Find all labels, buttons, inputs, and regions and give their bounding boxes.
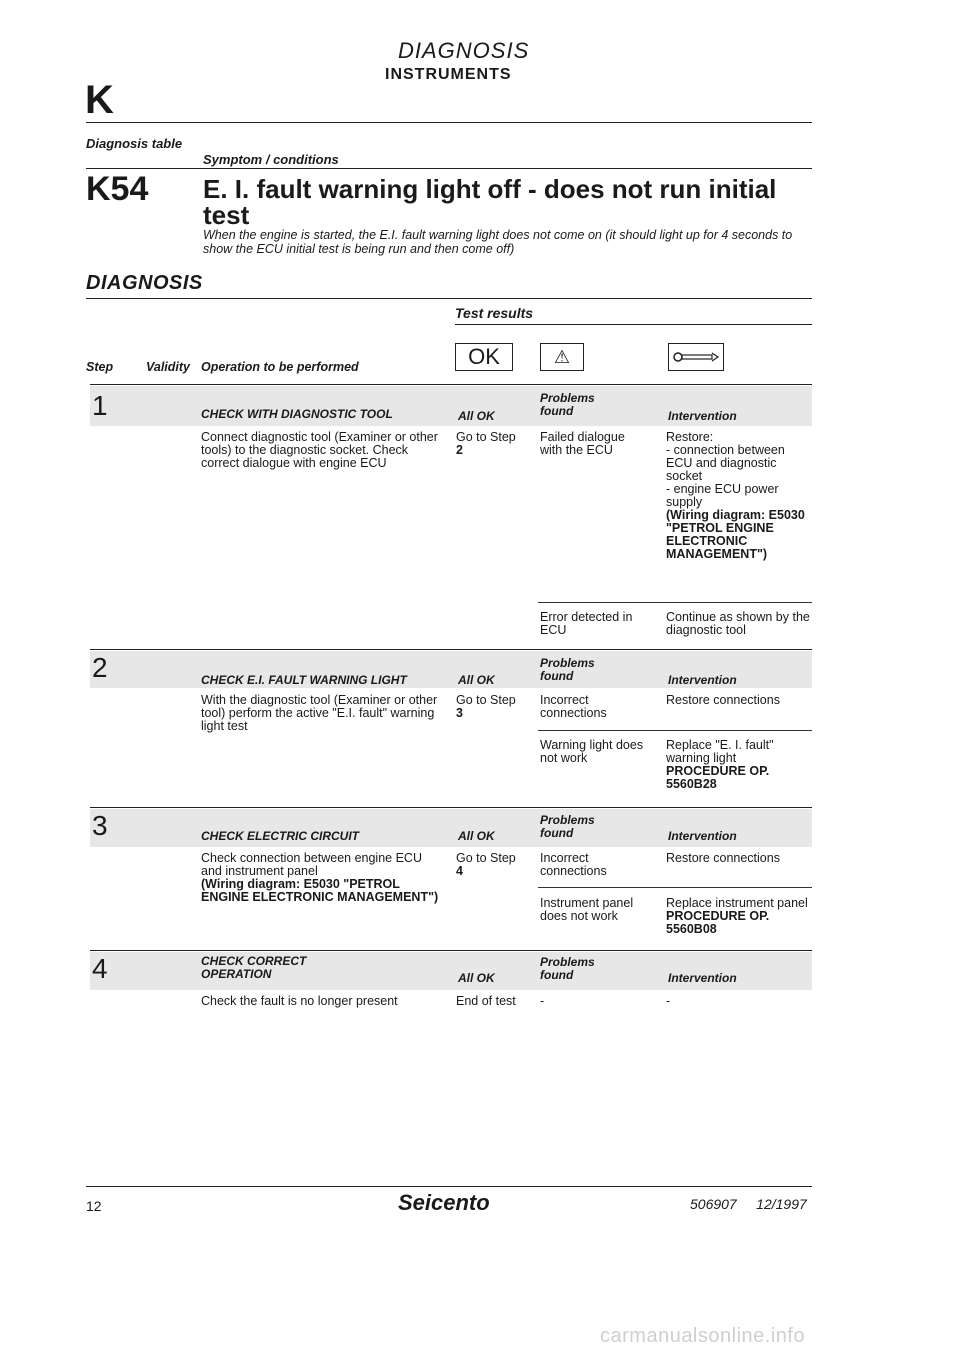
fault-code: K54 <box>86 170 149 208</box>
operation-text: Connect diagnostic tool (Examiner or other tools) to the diagnostic socket. Check correct dialogue with engine ECU <box>201 430 438 470</box>
all-ok-label: All OK <box>458 971 495 985</box>
step-number: 3 <box>92 810 108 841</box>
problems-label: Problems found <box>540 955 595 982</box>
diagnosis-table-label: Diagnosis table <box>86 136 183 151</box>
step-heading: CHECK CORRECT OPERATION <box>201 954 307 981</box>
test-results-label: Test results <box>455 305 534 321</box>
section-title: DIAGNOSIS <box>398 38 530 63</box>
step-number: 2 <box>92 652 108 683</box>
symptom-rule <box>86 168 812 169</box>
footer-rule <box>86 1186 812 1187</box>
intervention-label: Intervention <box>668 971 737 985</box>
subsection-title: INSTRUMENTS <box>385 66 512 83</box>
step-heading: CHECK E.I. FAULT WARNING LIGHT <box>201 673 407 687</box>
step-heading: CHECK WITH DIAGNOSTIC TOOL <box>201 407 393 421</box>
ok-icon: OK <box>455 343 513 371</box>
problem-text: Incorrect connections <box>540 693 607 720</box>
step-number: 4 <box>92 953 108 984</box>
intervention-label: Intervention <box>668 673 737 687</box>
all-ok-label: All OK <box>458 673 495 687</box>
problems-label: Problems found <box>540 656 595 683</box>
ok-result: Go to Step 4 <box>456 851 516 878</box>
problems-label: Problems found <box>540 813 595 840</box>
col-operation: Operation to be performed <box>201 360 359 374</box>
intervention-text: Restore connections <box>666 851 780 865</box>
step-heading: CHECK ELECTRIC CIRCUIT <box>201 829 359 843</box>
intervention-text: Continue as shown by the diagnostic tool <box>666 610 810 637</box>
header-rule <box>86 122 812 123</box>
page-number: 12 <box>86 1198 102 1214</box>
intervention-text: - <box>666 994 671 1008</box>
operation-text: Check connection between engine ECU and instrument panel (Wiring diagram: E5030 "PETROL ENGINE ELECTRONIC MANAGEMENT") <box>201 851 439 904</box>
step-number: 1 <box>92 390 108 421</box>
intervention-label: Intervention <box>668 829 737 843</box>
problem-text: Failed dialogue with the ECU <box>540 430 625 457</box>
watermark: carmanualsonline.info <box>600 1325 806 1347</box>
section-letter: K <box>85 78 114 122</box>
intervention-label: Intervention <box>668 409 737 423</box>
problem-text: Error detected in ECU <box>540 610 633 637</box>
diagnosis-heading: DIAGNOSIS <box>86 272 203 294</box>
warning-icon: ⚠ <box>540 343 584 371</box>
all-ok-label: All OK <box>458 829 495 843</box>
intervention-text: Restore: - connection between ECU and diagnostic socket - engine ECU power supply (Wiring diagram: E5030 "PETROL ENGINE ELECTRONIC MANAGEMENT") <box>666 430 805 561</box>
intervention-text: Replace instrument panel PROCEDURE OP. 5560B08 <box>666 896 808 936</box>
intervention-text: Replace "E. I. fault" warning light PROCEDURE OP. 5560B28 <box>666 738 774 791</box>
col-validity: Validity <box>146 360 190 374</box>
document-number: 506907 12/1997 <box>690 1196 807 1212</box>
ok-result: Go to Step 3 <box>456 693 516 720</box>
brand-name: Seicento <box>398 1190 490 1215</box>
operation-text: Check the fault is no longer present <box>201 994 398 1008</box>
fault-description: When the engine is started, the E.I. fault warning light does not come on (it should light up for 4 seconds to show the ECU initial test is being run and then come off) <box>203 228 793 256</box>
wrench-icon <box>668 343 724 371</box>
intervention-text: Restore connections <box>666 693 780 707</box>
diagnosis-rule <box>86 298 812 299</box>
all-ok-label: All OK <box>458 409 495 423</box>
problem-text: Incorrect connections <box>540 851 607 878</box>
ok-result: End of test <box>456 994 516 1008</box>
operation-text: With the diagnostic tool (Examiner or other tool) perform the active "E.I. fault" warning light test <box>201 693 438 733</box>
problems-label: Problems found <box>540 391 595 418</box>
problem-text: - <box>540 994 545 1008</box>
col-step: Step <box>86 360 114 374</box>
ok-result: Go to Step 2 <box>456 430 516 457</box>
fault-title: E. I. fault warning light off - does not run initial test <box>203 174 777 230</box>
problem-text: Warning light does not work <box>540 738 644 765</box>
symptom-label: Symptom / conditions <box>203 152 339 167</box>
problem-text: Instrument panel does not work <box>540 896 634 923</box>
test-results-rule <box>455 324 812 325</box>
